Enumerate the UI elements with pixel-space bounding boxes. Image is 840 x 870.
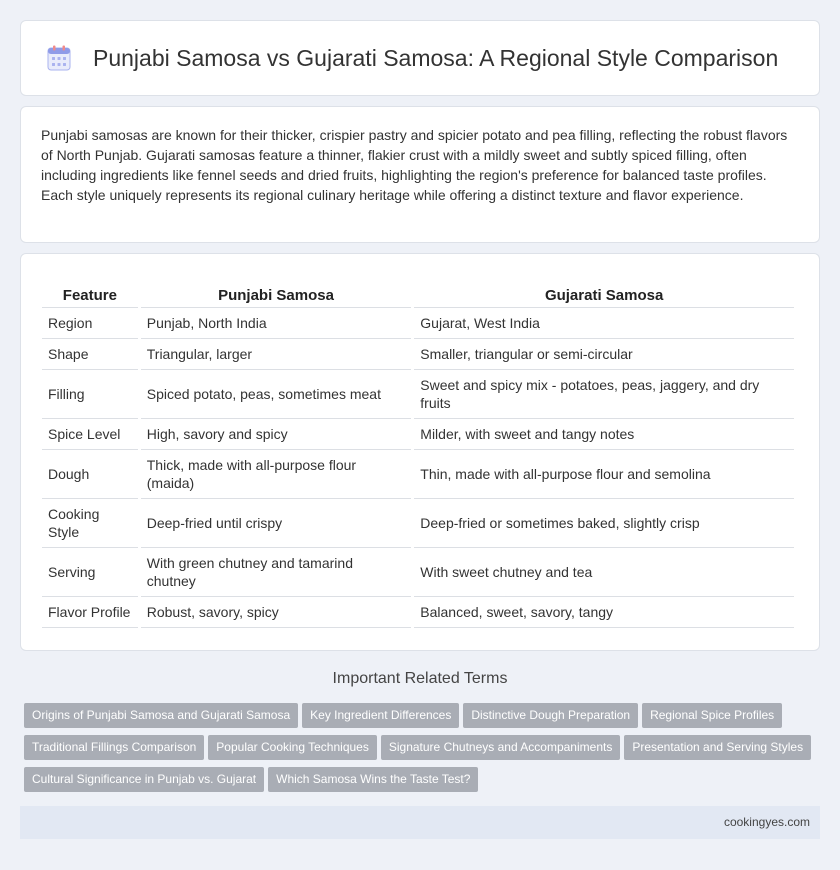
row-gujarati: Deep-fried or sometimes baked, slightly crisp xyxy=(414,499,794,548)
related-tag[interactable]: Signature Chutneys and Accompaniments xyxy=(381,735,620,760)
related-tag[interactable]: Presentation and Serving Styles xyxy=(624,735,811,760)
row-feature: Region xyxy=(42,308,138,339)
header-card xyxy=(20,20,820,96)
intro-paragraph: Punjabi samosas are known for their thicker, crispier pastry and spicier potato and pea filling, reflecting the robust flavors of North Punjab. Gujarati samosas feature a thinner, flakier crust with a mildly sweet and subtly spiced filling, often including ingredients like fennel seeds and dried fruits, highlighting the region's preference for balanced taste profiles. Each style uniquely represents its regional culinary heritage while offering a distinct texture and flavor experience. xyxy=(41,127,788,203)
row-feature: Shape xyxy=(42,339,138,370)
row-feature: Flavor Profile xyxy=(42,597,138,628)
related-tag[interactable]: Which Samosa Wins the Taste Test? xyxy=(268,767,478,792)
row-gujarati: Smaller, triangular or semi-circular xyxy=(414,339,794,370)
row-punjabi: With green chutney and tamarind chutney xyxy=(141,548,412,597)
row-feature: Dough xyxy=(42,450,138,499)
header-feature: Feature xyxy=(42,282,138,308)
row-punjabi: Robust, savory, spicy xyxy=(141,597,412,628)
related-tag[interactable]: Origins of Punjabi Samosa and Gujarati Samosa xyxy=(24,703,298,728)
row-punjabi: Spiced potato, peas, sometimes meat xyxy=(141,370,412,419)
table-row xyxy=(42,308,794,339)
related-tag[interactable]: Distinctive Dough Preparation xyxy=(463,703,638,728)
table-row xyxy=(42,419,794,450)
row-feature: Serving xyxy=(42,548,138,597)
row-punjabi: Thick, made with all-purpose flour (maida) xyxy=(141,450,412,499)
row-punjabi: Punjab, North India xyxy=(141,308,412,339)
related-tag[interactable]: Cultural Significance in Punjab vs. Gujarat xyxy=(24,767,264,792)
related-terms-title: Important Related Terms xyxy=(332,670,508,687)
table-row xyxy=(42,499,794,548)
calendar-icon xyxy=(47,45,71,71)
row-punjabi: High, savory and spicy xyxy=(141,419,412,450)
comparison-table xyxy=(39,282,797,628)
table-row xyxy=(42,597,794,628)
header-gujarati: Gujarati Samosa xyxy=(414,282,794,308)
table-row xyxy=(42,370,794,419)
comparison-table-card xyxy=(20,253,820,651)
related-tag[interactable]: Regional Spice Profiles xyxy=(642,703,782,728)
row-feature: Cooking Style xyxy=(42,499,138,548)
row-punjabi: Deep-fried until crispy xyxy=(141,499,412,548)
table-row xyxy=(42,339,794,370)
row-punjabi: Triangular, larger xyxy=(141,339,412,370)
row-gujarati: Balanced, sweet, savory, tangy xyxy=(414,597,794,628)
row-gujarati: Gujarat, West India xyxy=(414,308,794,339)
related-terms-tags xyxy=(24,703,824,799)
row-feature: Filling xyxy=(42,370,138,419)
page-title: Punjabi Samosa vs Gujarati Samosa: A Regional Style Comparison xyxy=(93,44,779,71)
row-gujarati: Sweet and spicy mix - potatoes, peas, jaggery, and dry fruits xyxy=(414,370,794,419)
row-gujarati: Milder, with sweet and tangy notes xyxy=(414,419,794,450)
footer xyxy=(20,806,820,839)
related-tag[interactable]: Popular Cooking Techniques xyxy=(208,735,377,760)
table-row xyxy=(42,548,794,597)
row-gujarati: Thin, made with all-purpose flour and semolina xyxy=(414,450,794,499)
row-gujarati: With sweet chutney and tea xyxy=(414,548,794,597)
intro-card xyxy=(20,106,820,243)
header-punjabi: Punjabi Samosa xyxy=(141,282,412,308)
footer-site-link[interactable]: cookingyes.com xyxy=(723,815,810,829)
table-header-row xyxy=(42,282,794,308)
related-tag[interactable]: Traditional Fillings Comparison xyxy=(24,735,204,760)
related-tag[interactable]: Key Ingredient Differences xyxy=(302,703,459,728)
table-row xyxy=(42,450,794,499)
row-feature: Spice Level xyxy=(42,419,138,450)
